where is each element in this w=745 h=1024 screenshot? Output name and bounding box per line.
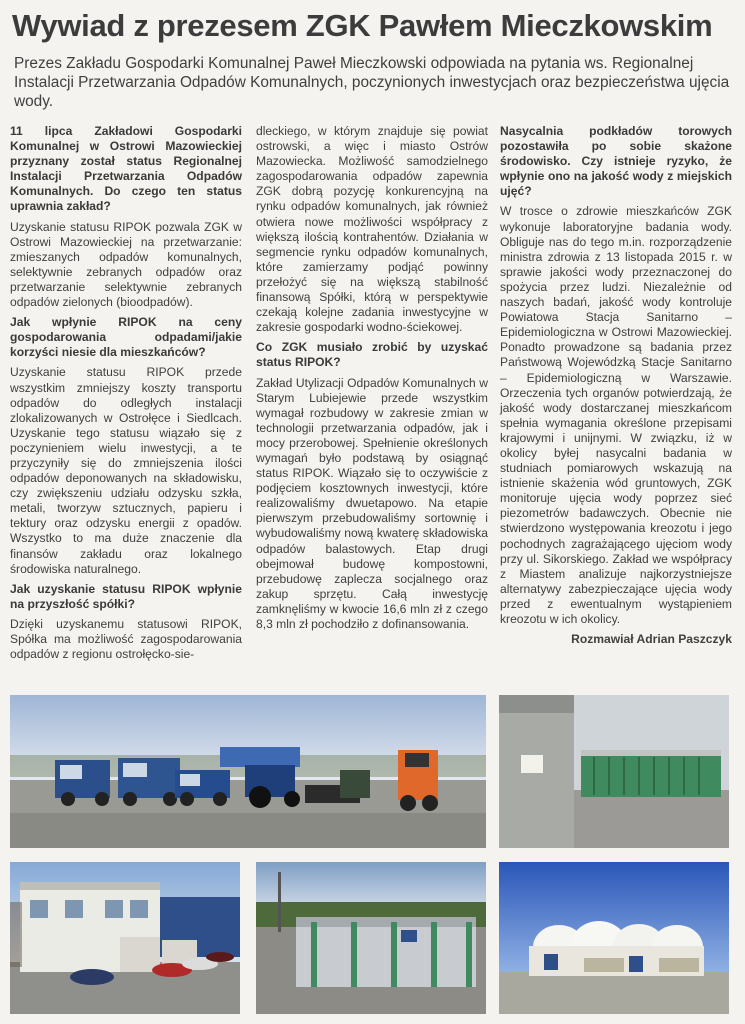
photo-storage-domes: [499, 862, 729, 1014]
question-4: Co ZGK musiało zrobić by uzyskać status RIPOK?: [256, 340, 488, 370]
answer-3-continued: dleckiego, w którym znajduje się powiat ostrowski, a więc i miasto Ostrów Mazowiecka. Możliwość samodzielnego zagospodarowania odpadów zapewnia ZGK dobrą pozycję konkurencyjną na rynku odpadów komunalnych, jak również otwiera nowe możliwości współpracy z większą ilością kontrahentów. Działania w segmencie rynku odpadów komunalnych, które zamierzamy podjąć powinny przełożyć się na większą stabilność finansową Spółki, którą w perspektywie czekają kolejne zadania inwestycyjne w zakresie gospodarki wodno-ściekowej.: [256, 124, 488, 335]
article-title: Wywiad z prezesem ZGK Pawłem Mieczkowskim: [12, 8, 713, 43]
article-lead: Prezes Zakładu Gospodarki Komunalnej Paweł Mieczkowski odpowiada na pytania ws. Regionalnej Instalacji Przetwarzania Odpadów Komunalnych, poczynionych inwestycjach oraz bezpieczeństwa ujęcia wody.: [14, 55, 730, 110]
photo-landfill-container: [256, 862, 486, 1014]
question-2: Jak wpłynie RIPOK na ceny gospodarowania odpadami/jakie korzyści niesie dla mieszkańców?: [10, 315, 242, 360]
answer-1: Uzyskanie statusu RIPOK pozwala ZGK w Ostrowi Mazowieckiej na przetwarzanie: zmieszanych odpadów komunalnych, selektywnie zebranych odpadów oraz przetwarzanie selektywnie zebranych odpadów zielonych (bioodpadów).: [10, 219, 242, 310]
answer-2: Uzyskanie statusu RIPOK przede wszystkim zmniejszy koszty transportu odpadów do odległych instalacji zlokalizowanych w Ostrołęce i Siedlcach. Uzyskanie tego statusu wiązało się z poczynieniem wielu inwestycji, a te przyczyniły się do zmniejszenia ilości odpadów deponowanych na składowisku, czy zwiększeniu udziału odzysku szkła, metali, tworzyw sztucznych, papieru i tektury oraz odzysku energii z opadów. Wszystko to ma duże znaczenie dla finansów zakładu oraz lokalnego środowiska naturalnego.: [10, 365, 242, 576]
question-5: Nasycalnia podkładów torowych pozostawiła po sobie skażone środowisko. Czy istnieje ryzyko, że wpłynie ono na jakość wody z miejskich ujęć?: [500, 124, 732, 199]
answer-5: W trosce o zdrowie mieszkańców ZGK wykonuje laboratoryjne badania wody. Obliguje nas do tego m.in. rozporządzenie ministra zdrowia z 13 listopada 2015 r. w sprawie jakości wody przeznaczonej do spożycia przez ludzi. Niezależnie od naszych badań, jakość wody kontroluje Powiatowa Stacja Sanitarno – Epidemiologiczna w Ostrowi Mazowieckiej. Ponadto prowadzone są badania przez Państwową Wojewódzką Stacje Sanitarno – Epidemiologiczną w Warszawie. Orzeczenia tych organów potwierdzają, że jakość wody dostarczanej mieszkańcom spełnia wymagania określone przepisami krajowymi i unijnymi. W związku, iż w okolicy byłej nasycalni badania w studniach pomiarowych wskazują na istnienie skażenia wód gruntowych, ZGK monitoruje ujęcia wody poprzez sieć piezometrów badawczych. Obecnie nie stwierdzono występowania kreozotu i jego pochodnych zagrażającego ujęciom wody przy ul. Sikorskiego. Zakład we współpracy z Miastem analizuje najkorzystniejsze alternatywy zabezpieczające ujęcia wody przed z ewentualnym wystąpieniem kreozotu w ich okolicy.: [500, 204, 732, 626]
answer-4: Zakład Utylizacji Odpadów Komunalnych w Starym Lubiejewie przede wszystkim wymagał rozbudowy w zakresie zmian w technologii przetwarzania odpadów, jak i mocy przerobowej. Spełnienie określonych wymagań było podstawą by osiągnąć status RIPOK. Wiązało się to oczywiście z podjęciem kosztownych inwestycji, które realizowaliśmy dwuetapowo. Na etapie pierwszym przebudowaliśmy sortownię i wybudowaliśmy nową kwaterę składowiska odpadów balastowych. Etap drugi obejmował budowę kompostowni, przebudowę zaplecza socjalnego oraz zakup sprzętu. Całą inwestycję zamknęliśmy w kwocie 16,6 mln zł z czego 8,3 mln zł pochodziło z dofinansowania.: [256, 375, 488, 631]
column-3: [500, 124, 732, 652]
column-2: [256, 124, 488, 637]
photo-composting-hall: [499, 695, 729, 848]
photo-vehicle-fleet: [10, 695, 486, 848]
question-1: 11 lipca Zakładowi Gospodarki Komunalnej w Ostrowi Mazowieckiej przyznany został status Regionalnej Instalacji Przetwarzania Odpadów Komunalnych. Do czego ten status uprawnia zakład?: [10, 124, 242, 214]
answer-3: Dzięki uzyskanemu statusowi RIPOK, Spółka ma możliwość zagospodarowania odpadów z regionu ostrołęcko-sie-: [10, 616, 242, 662]
column-1: [10, 124, 242, 667]
author-signature: Rozmawiał Adrian Paszczyk: [571, 632, 732, 647]
question-3: Jak uzyskanie statusu RIPOK wpłynie na przyszłość spółki?: [10, 581, 242, 611]
photo-office-building: [10, 862, 240, 1014]
